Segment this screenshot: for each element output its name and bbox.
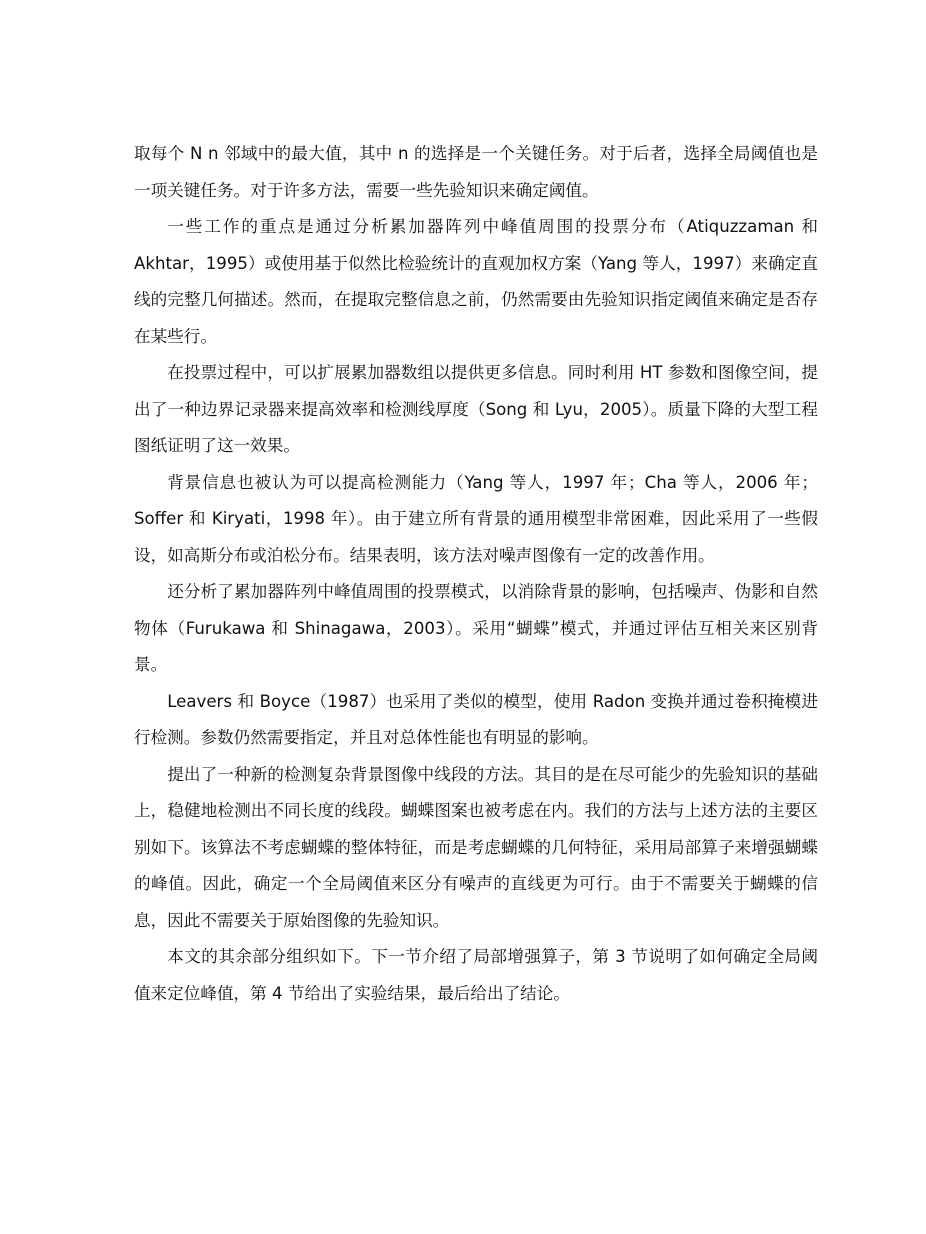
paragraph-proposed-method: 提出了一种新的检测复杂背景图像中线段的方法。其目的是在尽可能少的先验知识的基础上，稳健地检测出不同长度的线段。蝴蝶图案也被考虑在内。我们的方法与上述方法的主要区别如下。该算法不考虑蝴蝶的整体特征，而是考虑蝴蝶的几何特征，采用局部算子来增强蝴蝶的峰值。因此，确定一个全局阈值来区分有噪声的直线更为可行。由于不需要关于蝴蝶的信息，因此不需要关于原始图像的先验知识。 [134, 764, 818, 930]
body-text [134, 136, 818, 1012]
paragraph-organization: 本文的其余部分组织如下。下一节介绍了局部增强算子，第 3 节说明了如何确定全局阈值来定位峰值，第 4 节给出了实验结果，最后给出了结论。 [134, 947, 818, 1003]
paragraph-accumulator-distribution: 一些工作的重点是通过分析累加器阵列中峰值周围的投票分布（Atiquzzaman 和 Akhtar，1995）或使用基于似然比检验统计的直观加权方案（Yang 等人，1997）来确定直线的完整几何描述。然而，在提取完整信息之前，仍然需要由先验知识指定阈值来确定是否存在某些行。 [134, 217, 818, 346]
paragraph-continued: 取每个 N n 邻域中的最大值，其中 n 的选择是一个关键任务。对于后者，选择全局阈值也是一项关键任务。对于许多方法，需要一些先验知识来确定阈值。 [134, 144, 818, 200]
paragraph-background-info: 背景信息也被认为可以提高检测能力（Yang 等人，1997 年；Cha 等人，2006 年；Soffer 和 Kiryati，1998 年）。由于建立所有背景的通用模型非常困难，因此采用了一些假设，如高斯分布或泊松分布。结果表明，该方法对噪声图像有一定的改善作用。 [134, 472, 818, 565]
paragraph-voting-pattern: 还分析了累加器阵列中峰值周围的投票模式，以消除背景的影响，包括噪声、伪影和自然物体（Furukawa 和 Shinagawa，2003）。采用“蝴蝶”模式，并通过评估互相关来区别背景。 [134, 582, 818, 674]
paragraph-leavers-boyce: Leavers 和 Boyce（1987）也采用了类似的模型，使用 Radon 变换并通过卷积掩模进行检测。参数仍然需要指定，并且对总体性能也有明显的影响。 [134, 691, 818, 747]
paragraph-voting-process: 在投票过程中，可以扩展累加器数组以提供更多信息。同时利用 HT 参数和图像空间，提出了一种边界记录器来提高效率和检测线厚度（Song 和 Lyu，2005）。质量下降的大型工程图纸证明了这一效果。 [134, 363, 818, 455]
